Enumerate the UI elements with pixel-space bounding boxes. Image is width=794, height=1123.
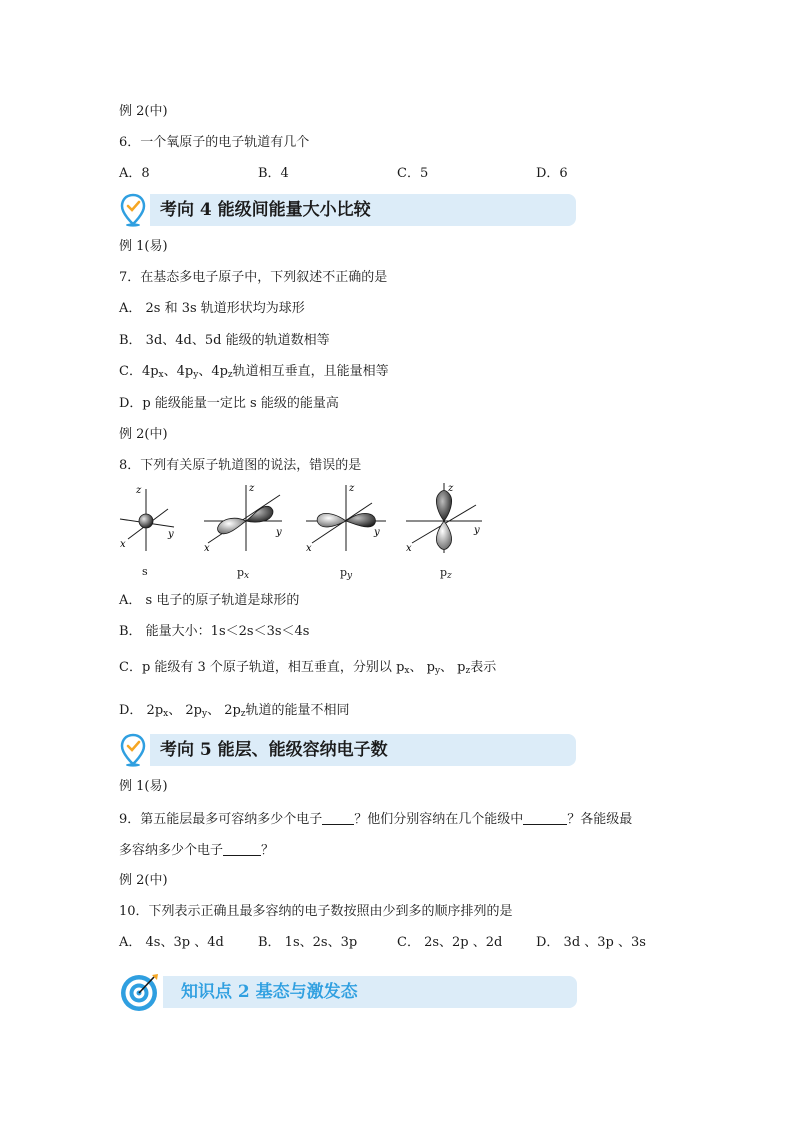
diagram-caption-px <box>237 566 249 581</box>
knowledge-point-title: 知识点 2 基态与激发态 <box>181 982 358 1002</box>
caption-letter: p <box>340 566 348 579</box>
axis-label: z <box>136 485 142 496</box>
question-9-line2 <box>119 841 274 860</box>
q8c-tail: 表示 <box>470 660 497 675</box>
q9-text: ？各能级最 <box>567 812 633 827</box>
q7-option-a: A． 2s 和 3s 轨道形状均为球形 <box>119 301 305 316</box>
q10-option-d: D． 3d 、3p 、3s <box>536 935 646 950</box>
q7c-text: 轨道相互垂直，且能量相等 <box>232 364 389 379</box>
location-pin-icon <box>120 193 146 227</box>
q7-option-c <box>119 363 389 384</box>
sub-y: y <box>201 709 208 719</box>
diagram-caption-pz <box>440 566 452 581</box>
q10-option-c: C． 2s、2p 、2d <box>397 935 503 950</box>
diagram-caption-s: s <box>142 565 148 578</box>
question-9-line1 <box>119 810 632 829</box>
example-label: 例 2(中) <box>119 873 168 888</box>
example-label: 例 1(易) <box>119 239 168 254</box>
caption-sub: z <box>447 571 452 581</box>
caption-sub: x <box>244 571 250 581</box>
question-8: 8．下列有关原子轨道图的说法，错误的是 <box>119 458 362 473</box>
answer-blank[interactable] <box>523 810 567 825</box>
example-label: 例 2(中) <box>119 104 168 119</box>
q7-option-b: B． 3d、4d、5d 能级的轨道数相等 <box>119 333 330 348</box>
sub-z: z <box>240 709 246 719</box>
answer-blank[interactable] <box>223 841 261 856</box>
question-7: 7．在基态多电子原子中，下列叙述不正确的是 <box>119 270 388 285</box>
q10-option-b: B． 1s、2s、3p <box>258 935 358 950</box>
q6-option-c: C．5 <box>397 166 429 181</box>
example-label: 例 2(中) <box>119 427 168 442</box>
q8-option-d: D． $2p_x$、 $2p_y$、 $2p_z$轨道的能量不相同 <box>119 703 350 719</box>
sub-z: z <box>227 370 233 380</box>
sub-y: y <box>434 666 441 676</box>
px-orbital-diagram <box>200 481 290 555</box>
section-title: 考向 5 能层、能级容纳电子数 <box>160 740 388 760</box>
q7c-text: 、4p <box>198 364 228 379</box>
s-orbital-diagram <box>116 481 186 555</box>
q8c-text: C．p 能级有 3 个原子轨道，相互垂直，分别以 p <box>119 660 405 675</box>
target-icon <box>119 971 161 1013</box>
sub-x: x <box>163 709 169 719</box>
axis-label: x <box>120 539 126 550</box>
answer-blank[interactable] <box>322 810 354 825</box>
py-orbital-diagram <box>302 481 392 555</box>
q6-option-a: A．8 <box>119 166 150 181</box>
sub-x: x <box>158 370 164 380</box>
q7c-text: 、4p <box>163 364 194 379</box>
sub-z: z <box>465 666 471 676</box>
q6-option-d: D．6 <box>536 166 568 181</box>
q9-text: 9．第五能层最多可容纳多少个电子 <box>119 812 323 827</box>
q9-text: ？他们分别容纳在几个能级中 <box>354 812 524 827</box>
caption-sub: y <box>347 571 353 581</box>
q8d-text: D． 2p <box>119 703 164 718</box>
location-pin-icon <box>120 733 146 767</box>
diagram-caption-py <box>340 566 352 581</box>
axis-label: z <box>349 483 355 494</box>
q8-option-a: A． s 电子的原子轨道是球形的 <box>119 593 300 608</box>
knowledge-point-banner <box>163 976 577 1008</box>
sub-y: y <box>193 370 199 380</box>
axis-label: x <box>204 543 210 554</box>
axis-label: z <box>249 483 255 494</box>
axis-label: y <box>474 525 480 536</box>
q7-option-d: D．p 能级能量一定比 s 能级的能量高 <box>119 396 339 411</box>
question-6: 6．一个氧原子的电子轨道有几个 <box>119 135 310 150</box>
q10-option-a: A． 4s、3p 、4d <box>119 935 224 950</box>
section-banner-5 <box>150 734 576 766</box>
q8d-tail: 轨道的能量不相同 <box>245 703 350 718</box>
q9-text: 多容纳多少个电子 <box>119 843 224 858</box>
axis-label: y <box>374 527 380 538</box>
axis-label: y <box>276 527 282 538</box>
sub-x: x <box>404 666 410 676</box>
caption-letter: p <box>237 566 245 579</box>
q8-option-b: B． 能量大小：1s＜2s＜3s＜4s <box>119 624 310 639</box>
q8-option-c: C．p 能级有 3 个原子轨道，相互垂直，分别以 $p_x$、 $p_y$、 $p_z$表示 <box>119 660 497 676</box>
question-10: 10．下列表示正确且最多容纳的电子数按照由少到多的顺序排列的是 <box>119 904 513 919</box>
section-title: 考向 4 能级间能量大小比较 <box>160 200 371 220</box>
q7c-text: C．4p <box>119 364 159 379</box>
example-label: 例 1(易) <box>119 779 168 794</box>
pz-orbital-diagram <box>402 481 492 555</box>
q6-option-b: B．4 <box>258 166 289 181</box>
axis-label: z <box>448 483 454 494</box>
section-banner-4 <box>150 194 576 226</box>
q9-qmark: ？ <box>261 843 275 858</box>
axis-label: x <box>406 543 412 554</box>
axis-label: x <box>306 543 312 554</box>
caption-letter: p <box>440 566 448 579</box>
axis-label: y <box>168 529 174 540</box>
